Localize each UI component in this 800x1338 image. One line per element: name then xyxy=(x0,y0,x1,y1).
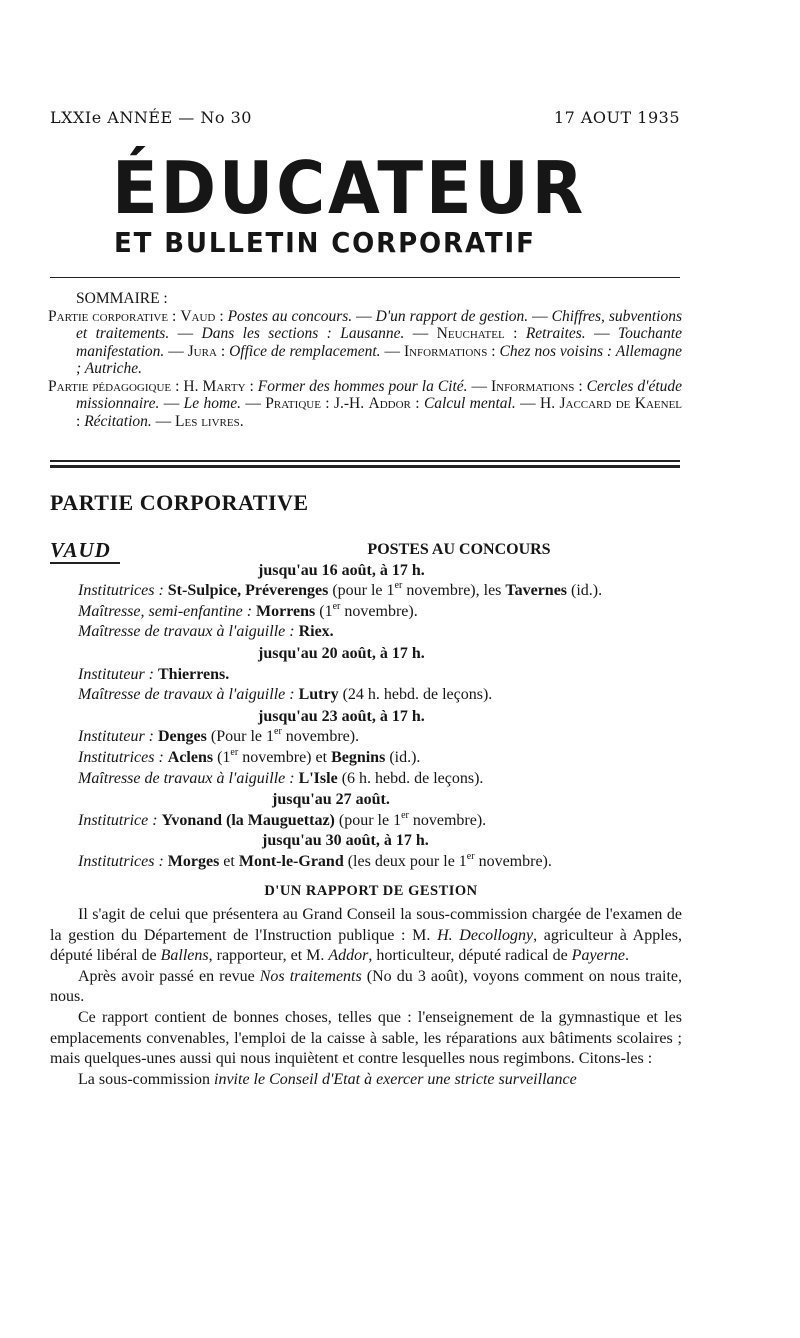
rapport-title: D'UN RAPPORT DE GESTION xyxy=(264,882,478,899)
rapport-paragraph: Après avoir passé en revue Nos traitements (No du 3 août), voyons comment on nous traite, nous. xyxy=(50,967,683,1006)
sommaire-partie-corporative: Partie corporative : Vaud : Postes au concours. — D'un rapport de gestion. — Chiffres, subventions et traitements. — Dans les sections : Lausanne. — Neuchatel : Retraites. — Touchante manifestation. — Jura : Office de remplacement. — Informations : Chez nos voisins : Allemagne ; Autriche. xyxy=(48,307,683,377)
deadline-heading: jusqu'au 20 août, à 17 h. xyxy=(258,644,425,662)
posting-line: Institutrices : St-Sulpice, Préverenges (pour le 1er novembre), les Tavernes (id.). xyxy=(78,580,603,600)
sommaire-heading: SOMMAIRE : xyxy=(76,290,168,307)
posting-line: Institutrice : Yvonand (la Mauguettaz) (pour le 1er novembre). xyxy=(78,809,487,829)
posting-line: Instituteur : Thierrens. xyxy=(78,665,230,683)
issue-date: 17 AOUT 1935 xyxy=(553,108,680,127)
section-rule-thin xyxy=(50,460,680,462)
posting-line: Maîtresse de travaux à l'aiguille : L'Isle (6 h. hebd. de leçons). xyxy=(78,769,484,787)
masthead-subtitle: ET BULLETIN CORPORATIF xyxy=(114,226,536,259)
deadline-heading: jusqu'au 30 août, à 17 h. xyxy=(262,832,429,850)
deadline-heading: jusqu'au 23 août, à 17 h. xyxy=(258,707,425,725)
posting-line: Maîtresse de travaux à l'aiguille : Lutry (24 h. hebd. de leçons). xyxy=(78,686,493,704)
posting-line: Institutrices : Aclens (1er novembre) et Begnins (id.). xyxy=(78,746,421,766)
section-heading: PARTIE CORPORATIVE xyxy=(50,490,309,515)
canton-heading: VAUD xyxy=(50,538,111,562)
posting-line: Instituteur : Denges (Pour le 1er novembre). xyxy=(78,726,360,746)
section-rule-thick xyxy=(50,465,680,468)
masthead-title: ÉDUCATEUR xyxy=(112,146,586,230)
sommaire-partie-pedagogique: Partie pédagogique : H. Marty : Former des hommes pour la Cité. — Informations : Cercles d'étude missionnaire. — Le home. — Pratique : J.-H. Addor : Calcul mental. — H. Jaccard de Kaenel : Récitation. — Les livres. xyxy=(48,377,683,430)
deadline-heading: jusqu'au 16 août, à 17 h. xyxy=(258,561,425,579)
rapport-paragraph: La sous-commission invite le Conseil d'Etat à exercer une stricte surveillance xyxy=(78,1070,577,1088)
posting-line: Institutrices : Morges et Mont-le-Grand (les deux pour le 1er novembre). xyxy=(78,850,552,870)
posting-line: Maîtresse de travaux à l'aiguille : Riex. xyxy=(78,623,334,641)
article-body xyxy=(50,538,682,1090)
posting-line: Maîtresse, semi-enfantine : Morrens (1er novembre). xyxy=(78,600,418,620)
issue-number: LXXIe ANNÉE — No 30 xyxy=(50,108,252,127)
deadline-heading: jusqu'au 27 août. xyxy=(272,791,390,809)
rapport-paragraph: Il s'agit de celui que présentera au Grand Conseil la sous-commission chargée de l'examen de la gestion du Département de l'Instruction publique : M. H. Decollogny, agriculteur à Apples, député libéral de Ballens, rapporteur, et M. Addor, horticulteur, député radical de Payerne. xyxy=(50,906,682,965)
postes-title: POSTES AU CONCOURS xyxy=(367,541,551,558)
table-of-contents xyxy=(48,290,682,430)
header-rule xyxy=(50,277,680,278)
rapport-paragraph: Ce rapport contient de bonnes choses, telles que : l'enseignement de la gymnastique et les emplacements convenables, l'emploi de la caisse à sable, les réparations aux bâtiments scolaires ; mais quelques-unes aussi qui nous inquiètent et contre lesquelles nous regimbons. Citons-les : xyxy=(50,1009,682,1068)
